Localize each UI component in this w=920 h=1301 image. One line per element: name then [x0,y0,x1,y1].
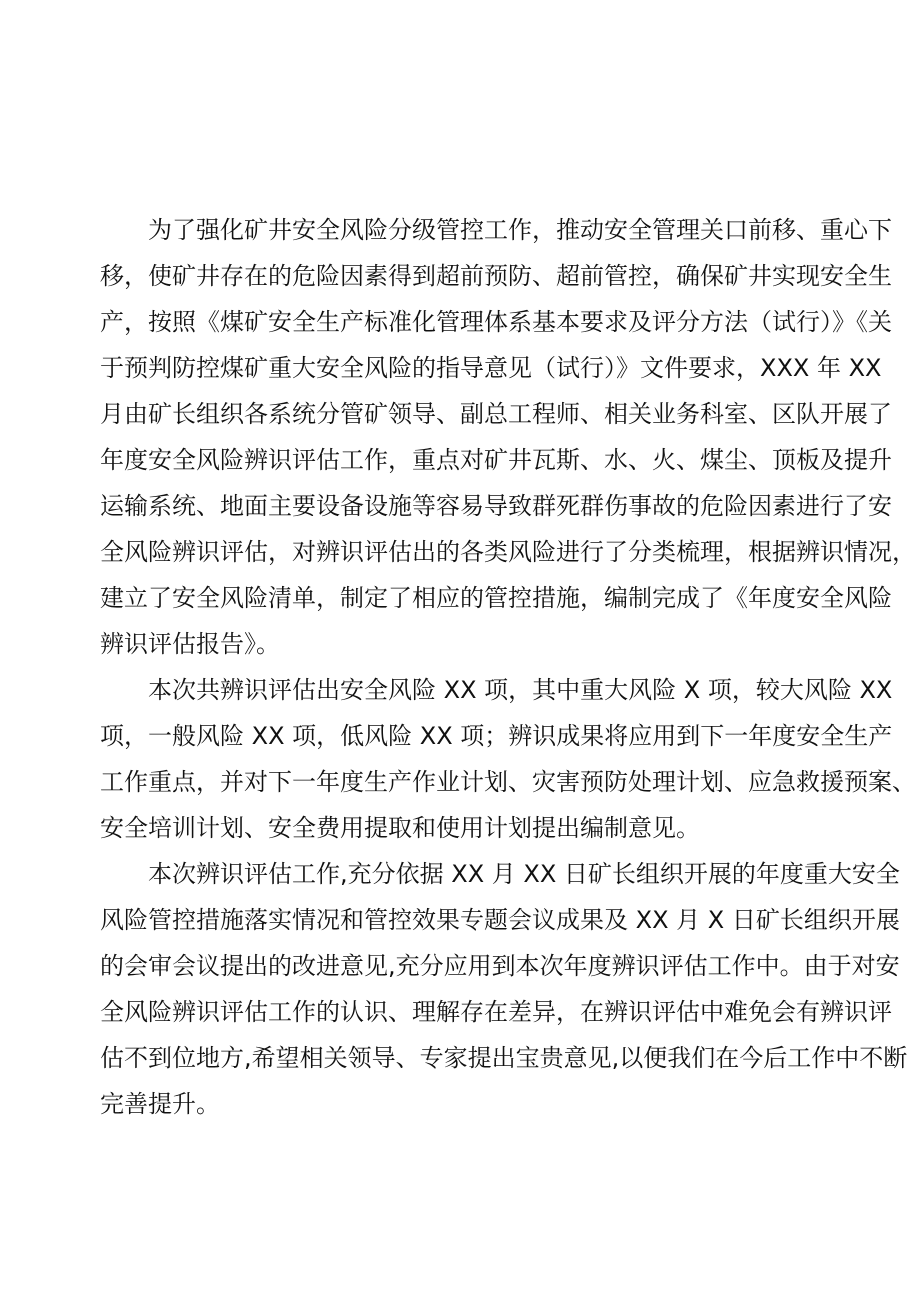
text-line: 建立了安全风险清单，制定了相应的管控措施，编制完成了《年度安全风险 [100,584,892,612]
paragraph-1 [100,207,916,667]
text-line: 项，一般风险 XX 项，低风险 XX 项；辨识成果将应用到下一年度安全生产 [100,722,893,750]
text-line: 风险管控措施落实情况和管控效果专题会议成果及 XX 月 X 日矿长组织开展 [100,906,900,934]
text-line: 为了强化矿井安全风险分级管控工作，推动安全管理关口前移、重心下 [148,216,892,244]
text-line: 移，使矿井存在的危险因素得到超前预防、超前管控，确保矿井实现安全生 [100,262,892,290]
text-line: 完善提升。 [100,1090,220,1118]
text-line: 本次辨识评估工作,充分依据 XX 月 XX 日矿长组织开展的年度重大安全 [148,860,900,888]
text-line: 月由矿长组织各系统分管矿领导、副总工程师、相关业务科室、区队开展了 [100,400,892,428]
paragraph-3 [100,851,908,1127]
text-line: 本次共辨识评估出安全风险 XX 项，其中重大风险 X 项，较大风险 XX [148,676,893,704]
text-line: 产，按照《煤矿安全生产标准化管理体系基本要求及评分方法（试行）》《关 [100,308,892,336]
text-line: 的会审会议提出的改进意见,充分应用到本次年度辨识评估工作中。由于对安 [100,952,900,980]
document-body [100,207,916,1127]
text-line: 工作重点，并对下一年度生产作业计划、灾害预防处理计划、应急救援预案、 [100,768,916,796]
text-line: 运输系统、地面主要设备设施等容易导致群死群伤事故的危险因素进行了安 [100,492,892,520]
text-line: 安全培训计划、安全费用提取和使用计划提出编制意见。 [100,814,700,842]
text-line: 于预判防控煤矿重大安全风险的指导意见（试行）》文件要求，XXX 年 XX [100,354,882,382]
text-line: 估不到位地方,希望相关领导、专家提出宝贵意见,以便我们在今后工作中不断 [100,1044,908,1072]
text-line: 全风险辨识评估，对辨识评估出的各类风险进行了分类梳理，根据辨识情况， [100,538,916,566]
paragraph-2 [100,667,916,851]
text-line: 全风险辨识评估工作的认识、理解存在差异，在辨识评估中难免会有辨识评 [100,998,892,1026]
text-line: 年度安全风险辨识评估工作，重点对矿井瓦斯、水、火、煤尘、顶板及提升 [100,446,892,474]
text-line: 辨识评估报告》。 [100,630,280,658]
